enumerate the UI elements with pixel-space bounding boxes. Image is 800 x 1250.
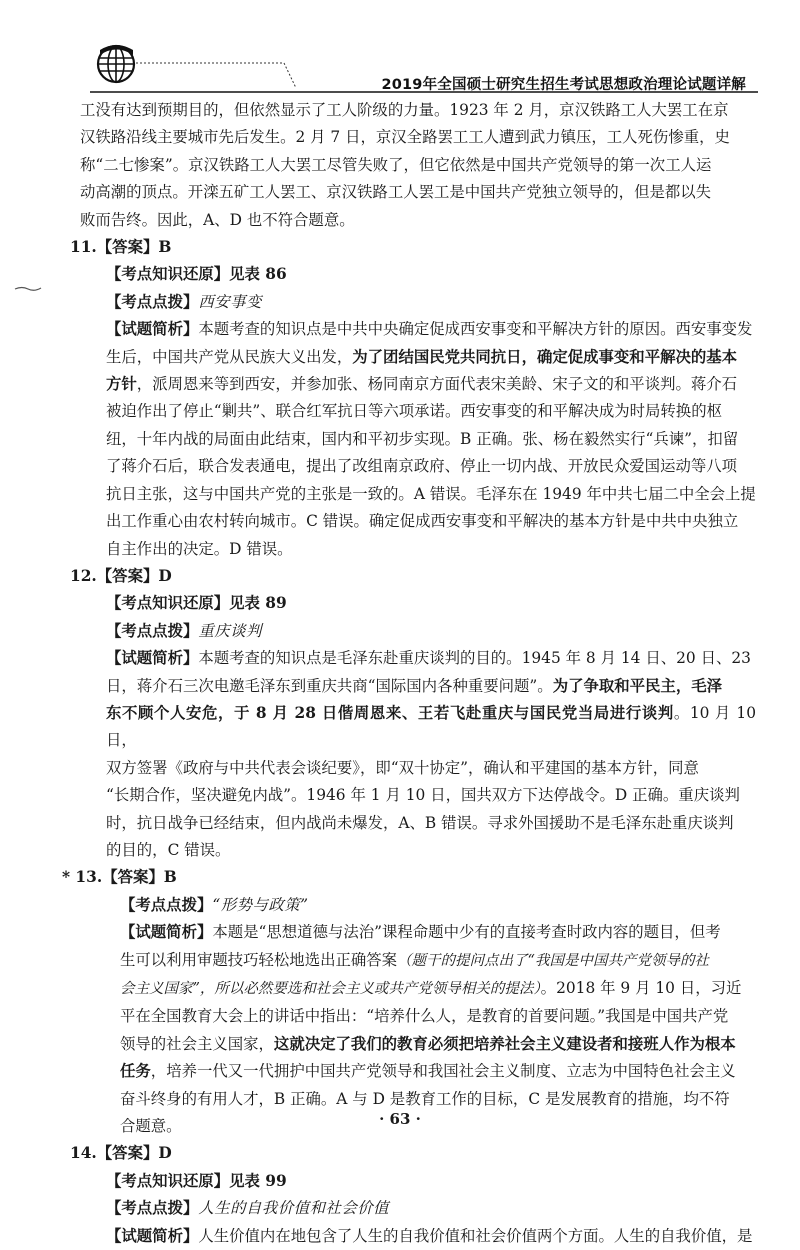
text-line: 败而告终。因此，A、D 也不符合题意。 — [80, 210, 355, 229]
analysis-line: 生可以利用审题技巧轻松地选出正确答案（题干的提问点出了“我国是中国共产党领导的社 — [120, 950, 709, 969]
analysis-line: 时，抗日战争已经结束，但内战尚未爆发，A、B 错误。寻求外国援助不是毛泽东赴重庆谈判 — [106, 813, 734, 832]
answer-line — [70, 234, 756, 261]
question-12-body — [80, 590, 756, 864]
answer-line — [70, 563, 756, 590]
margin-pen-mark — [14, 284, 42, 292]
analysis-line: 【试题简析】本题考查的知识点是中共中央确定促成西安事变和平解决方针的原因。西安事变发 — [106, 320, 753, 339]
key-point: 【考点点拨】重庆谈判 — [106, 621, 262, 640]
key-point: 【考点点拨】“形势与政策” — [120, 895, 309, 914]
analysis-line: 纽，十年内战的局面由此结束，国内和平初步实现。B 正确。张、杨在毅然实行“兵谏”，扣留 — [106, 429, 739, 448]
analysis-line: 【试题简析】本题是“思想道德与法治”课程命题中少有的直接考查时政内容的题目，但考 — [120, 923, 721, 942]
question-13-body — [80, 892, 756, 1141]
answer-label: 【答案】 — [96, 566, 159, 585]
analysis-line: “长期合作，坚决避免内战”。1946 年 1 月 10 日，国共双方下达停战令。D 正确。重庆谈判 — [106, 786, 740, 805]
answer-value: B — [158, 238, 172, 257]
question-number: 11. — [70, 238, 97, 257]
analysis-line: 出工作重心由农村转向城市。C 错误。确定促成西安事变和平解决的基本方针是中共中央独立 — [106, 512, 739, 531]
question-14 — [70, 1140, 756, 1167]
question-11 — [70, 234, 756, 261]
page-number: · 63 · — [379, 1110, 421, 1128]
intro-paragraph — [80, 97, 756, 234]
analysis-line: 生后，中国共产党从民族大义出发，为了团结国民党共同抗日，确定促成事变和平解决的基本 — [106, 347, 738, 366]
key-point: 【考点点拨】人生的自我价值和社会价值 — [106, 1199, 390, 1218]
analysis-line: 会主义国家”，所以必然要选和社会主义或共产党领导相关的提法）。2018 年 9 月 10 日，习近 — [120, 979, 742, 997]
question-12 — [70, 563, 756, 590]
knowledge-reference: 【考点知识还原】见表 86 — [106, 265, 287, 284]
answer-line — [62, 864, 756, 891]
text-line: 动高潮的顶点。开滦五矿工人罢工、京汉铁路工人罢工是中国共产党独立领导的，但是都以失 — [80, 183, 712, 202]
text-line: 工没有达到预期目的，但依然显示了工人阶级的力量。1923 年 2 月，京汉铁路工人大罢工在京 — [80, 101, 729, 119]
question-number: 12. — [70, 566, 97, 585]
question-number: 14. — [70, 1144, 97, 1163]
analysis-line: 【试题简析】本题考查的知识点是毛泽东赴重庆谈判的目的。1945 年 8 月 14 日、20 日、23 — [106, 649, 751, 668]
answer-label: 【答案】 — [96, 1144, 159, 1163]
header-title: 2019年全国硕士研究生招生考试思想政治理论试题详解 — [381, 77, 746, 93]
answer-label: 【答案】 — [96, 238, 159, 257]
analysis-line: 方针，派周恩来等到西安，并参加张、杨同南京方面代表宋美龄、宋子文的和平谈判。蒋介石 — [106, 375, 738, 394]
analysis-line: 自主作出的决定。D 错误。 — [106, 539, 293, 558]
page-header — [0, 0, 800, 100]
analysis-line: 日，蒋介石三次电邀毛泽东到重庆共商“国际国内各种重要问题”。为了争取和平民主，毛泽 — [106, 676, 722, 695]
analysis-line: 【试题简析】人生价值内在地包含了人生的自我价值和社会价值两个方面。人生的自我价值，是 — [106, 1226, 753, 1245]
knowledge-reference: 【考点知识还原】见表 99 — [106, 1171, 287, 1190]
answer-value: D — [158, 566, 172, 585]
analysis-line: 领导的社会主义国家，这就决定了我们的教育必须把培养社会主义建设者和接班人作为根本 — [120, 1034, 736, 1053]
globe-logo-icon — [98, 45, 134, 82]
analysis-line: 东不顾个人安危，于 8 月 28 日偕周恩来、王若飞赴重庆与国民党当局进行谈判。10 月 10 日， — [106, 703, 756, 750]
answer-label: 【答案】 — [102, 868, 164, 887]
text-line: 称“二七惨案”。京汉铁路工人大罢工尽管失败了，但它依然是中国共产党领导的第一次工人运 — [80, 155, 712, 174]
analysis-line: 任务，培养一代又一代拥护中国共产党领导和我国社会主义制度、立志为中国特色社会主义 — [120, 1062, 736, 1081]
analysis-line: 被迫作出了停止“剿共”、联合红军抗日等六项承诺。西安事变的和平解决成为时局转换的枢 — [106, 402, 722, 421]
page-content — [62, 97, 756, 1250]
question-11-body — [80, 261, 756, 562]
analysis-line: 平在全国教育大会上的讲话中指出：“培养什么人，是教育的首要问题。”我国是中国共产党 — [120, 1007, 729, 1026]
knowledge-reference: 【考点知识还原】见表 89 — [106, 594, 287, 613]
answer-value: B — [163, 868, 177, 887]
question-number: * 13. — [62, 868, 103, 887]
answer-value: D — [158, 1144, 172, 1163]
header-dotted-slant — [284, 63, 296, 88]
analysis-line: 的目的，C 错误。 — [106, 840, 231, 859]
analysis-line: 合题意。 — [120, 1117, 182, 1136]
analysis-line: 双方签署《政府与中共代表会谈纪要》，即“双十协定”，确认和平建国的基本方针，同意 — [106, 758, 699, 777]
question-14-body — [80, 1168, 756, 1250]
analysis-line: 了蒋介石后，联合发表通电，提出了改组南京政府、停止一切内战、开放民众爱国运动等八项 — [106, 457, 738, 476]
analysis-line: 奋斗终身的有用人才，B 正确。A 与 D 是教育工作的目标，C 是发展教育的措施，均不符 — [120, 1089, 730, 1108]
key-point: 【考点点拨】西安事变 — [106, 292, 262, 311]
analysis-line: 抗日主张，这与中国共产党的主张是一致的。A 错误。毛泽东在 1949 年中共七届二中全会上提 — [106, 484, 756, 503]
question-13 — [62, 864, 756, 891]
answer-line — [70, 1140, 756, 1167]
text-line: 汉铁路沿线主要城市先后发生。2 月 7 日，京汉全路罢工工人遭到武力镇压，工人死伤惨重，史 — [80, 128, 730, 147]
